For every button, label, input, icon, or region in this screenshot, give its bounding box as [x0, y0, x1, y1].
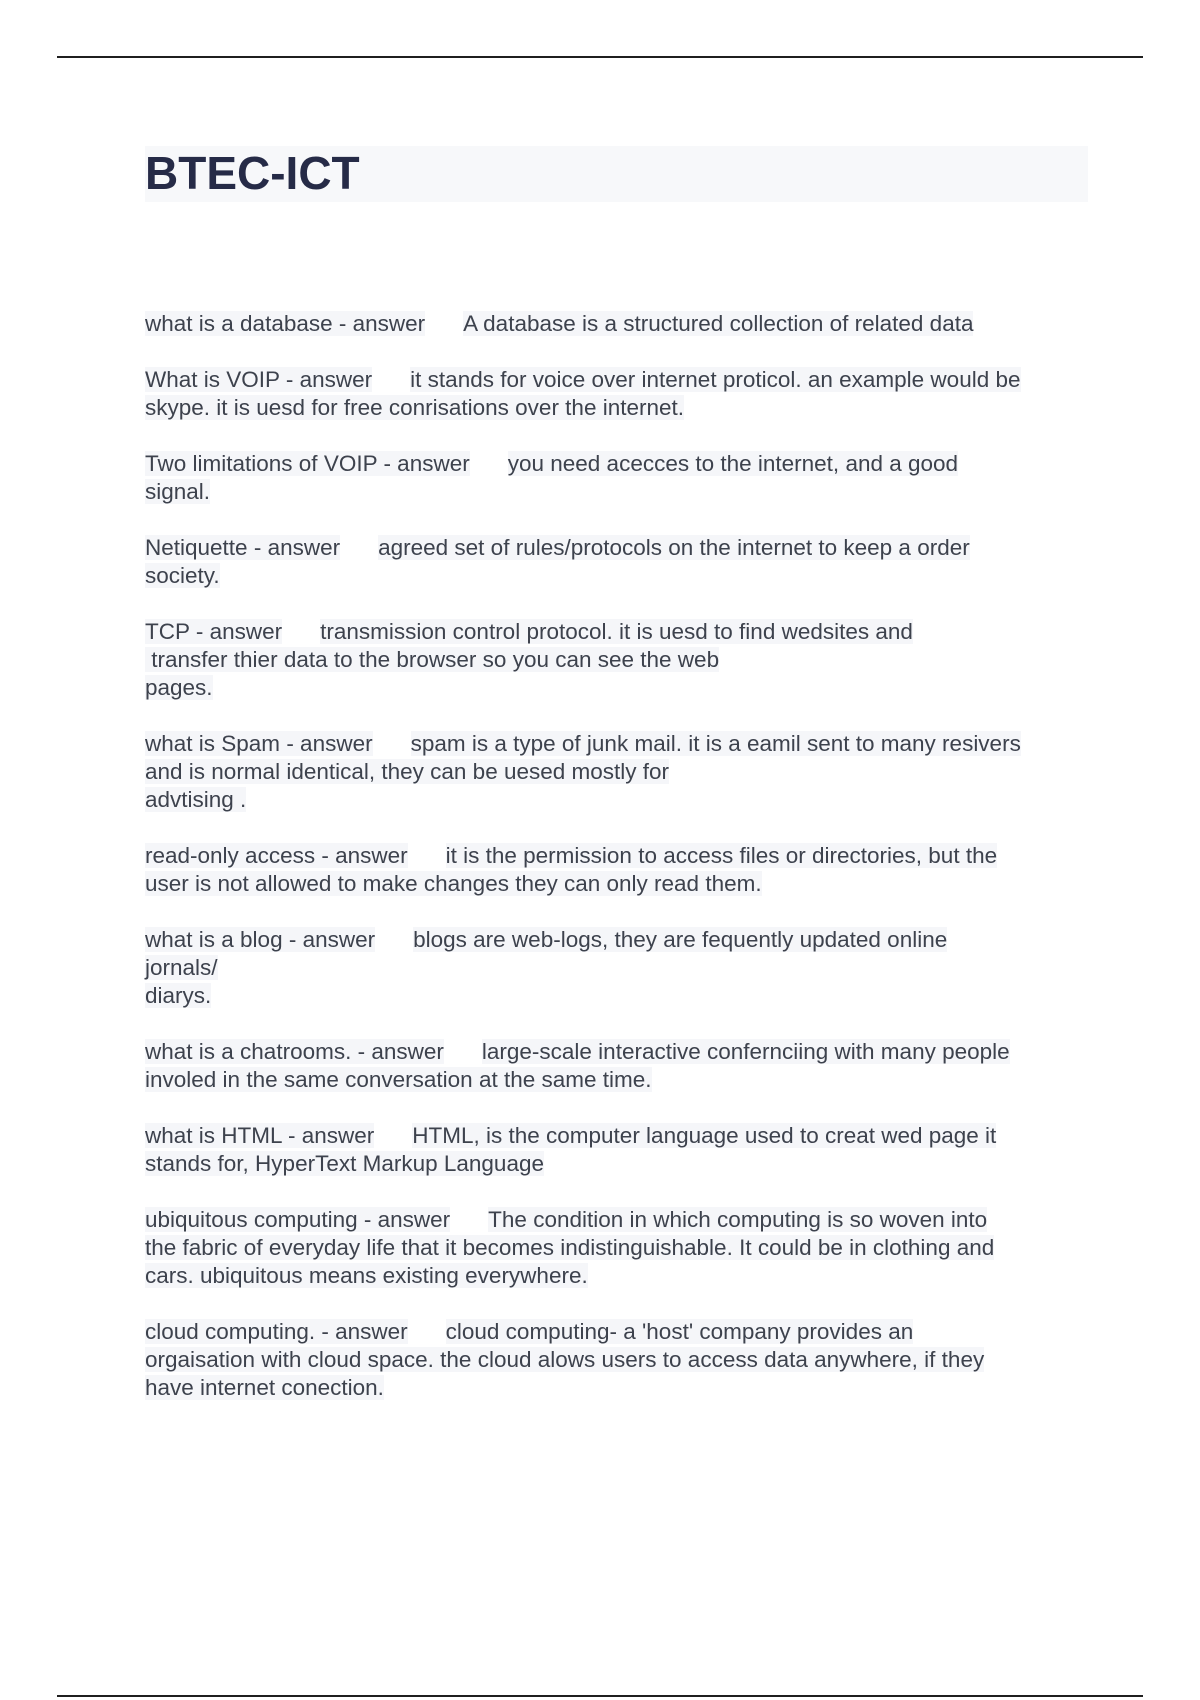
answer-marker: - answer	[377, 451, 470, 476]
document-title: BTEC-ICT	[145, 147, 360, 199]
question-text: ubiquitous computing	[145, 1207, 358, 1232]
answer-marker: - answer	[189, 619, 283, 644]
answer-text: cloud computing- a 'host' company provides an orgaisation with cloud space. the cloud alows users to access data anywhere, if they have internet conection.	[145, 1319, 985, 1400]
qa-item	[145, 366, 1090, 422]
question-text: what is a blog	[145, 927, 283, 952]
question-text: Netiquette	[145, 535, 248, 560]
answer-marker: - answer	[281, 1123, 375, 1148]
answer-text: agreed set of rules/protocols on the internet to keep a order society.	[145, 535, 970, 588]
question-text: What is VOIP	[145, 367, 280, 392]
question-text: cloud computing.	[145, 1319, 316, 1344]
question-text: what is Spam	[145, 731, 281, 756]
qa-item	[145, 1122, 1090, 1178]
answer-text: transmission control protocol. it is uesd to find wedsites and transfer thier data to the browser so you can see the web pages.	[145, 619, 913, 700]
question-text: what is a database	[145, 311, 333, 336]
answer-text: The condition in which computing is so woven into the fabric of everyday life that it becomes indistinguishable. It could be in clothing and cars. ubiquitous means existing everywhere.	[145, 1207, 995, 1288]
question-text: TCP	[145, 619, 190, 644]
answer-text: A database is a structured collection of related data	[463, 311, 974, 336]
qa-item	[145, 450, 1090, 506]
qa-item	[145, 1318, 1090, 1402]
answer-marker: - answer	[315, 843, 408, 868]
qa-item	[145, 730, 1090, 814]
qa-item	[145, 1206, 1090, 1290]
answer-marker: - answer	[315, 1319, 408, 1344]
answer-text: you need acecces to the internet, and a good signal.	[145, 451, 959, 504]
answer-marker: - answer	[282, 927, 376, 952]
answer-marker: - answer	[357, 1207, 451, 1232]
answer-marker: - answer	[280, 731, 373, 756]
question-text: Two limitations of VOIP	[145, 451, 378, 476]
question-text: what is a chatrooms.	[145, 1039, 352, 1064]
answer-text: it stands for voice over internet proticol. an example would be skype. it is uesd for free conrisations over the internet.	[145, 367, 1021, 420]
qa-item	[145, 534, 1090, 590]
answer-text: it is the permission to access files or directories, but the user is not allowed to make changes they can only read them.	[145, 843, 998, 896]
qa-item	[145, 842, 1090, 898]
top-rule	[57, 56, 1143, 58]
question-text: what is HTML	[145, 1123, 282, 1148]
answer-text: HTML, is the computer language used to creat wed page it stands for, HyperText Markup Language	[145, 1123, 997, 1176]
answer-marker: - answer	[351, 1039, 444, 1064]
qa-item	[145, 926, 1090, 1010]
bottom-rule	[57, 1695, 1143, 1697]
answer-marker: - answer	[247, 535, 341, 560]
qa-item	[145, 618, 1090, 702]
answer-text: spam is a type of junk mail. it is a eamil sent to many resivers and is normal identical, they can be uesed mostly for advtising .	[145, 731, 1021, 812]
qa-list	[145, 310, 1090, 1430]
qa-item	[145, 1038, 1090, 1094]
answer-marker: - answer	[279, 367, 373, 392]
answer-text: large-scale interactive confernciing with many people involed in the same conversation at the same time.	[145, 1039, 1010, 1092]
qa-item	[145, 310, 1090, 338]
answer-text: blogs are web-logs, they are fequently updated online jornals/ diarys.	[145, 927, 948, 1008]
answer-marker: - answer	[332, 311, 426, 336]
question-text: read-only access	[145, 843, 316, 868]
